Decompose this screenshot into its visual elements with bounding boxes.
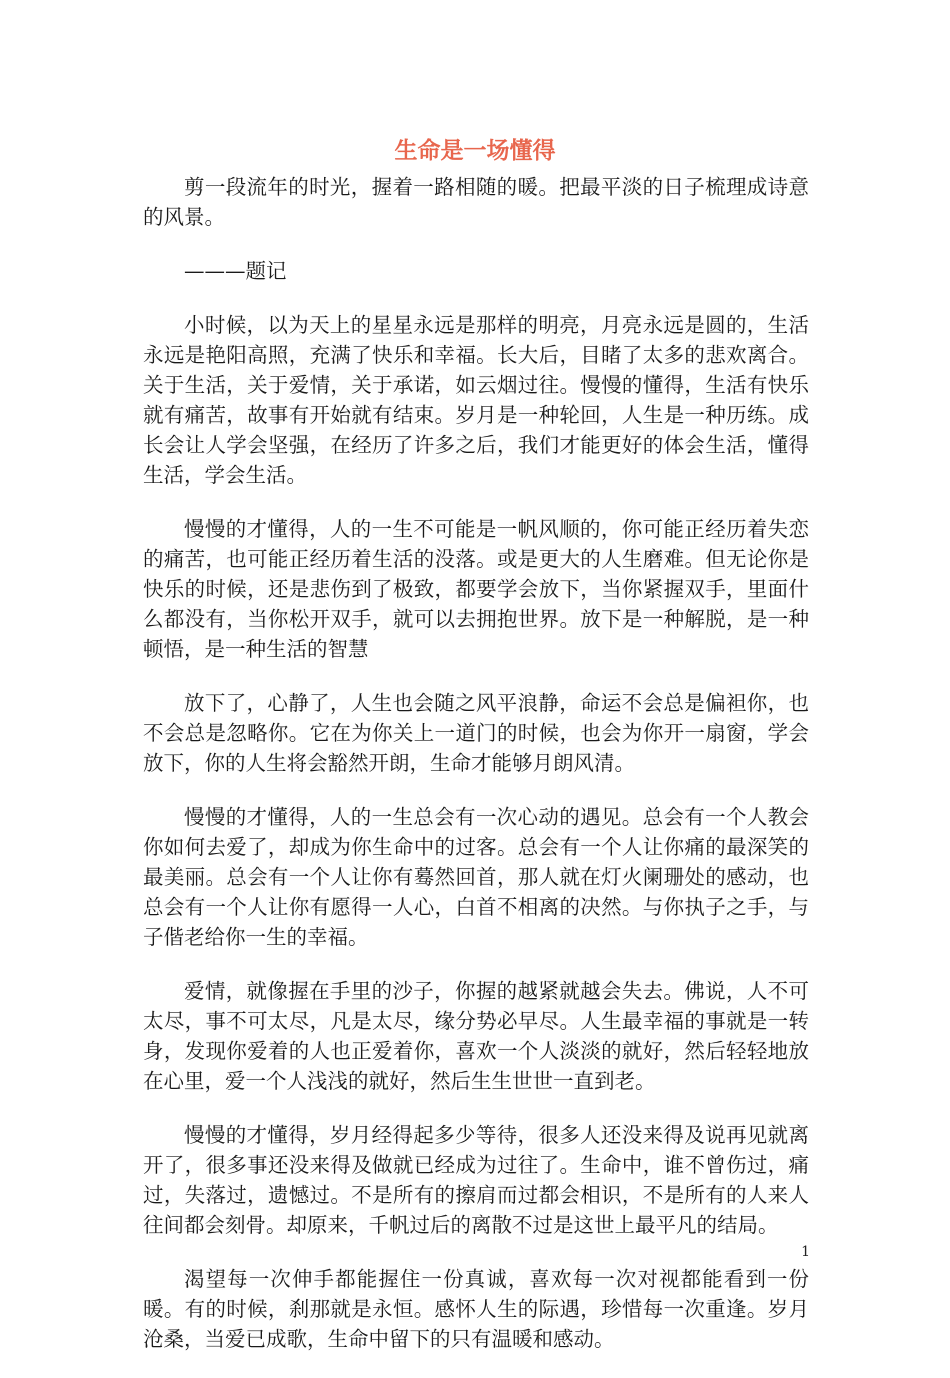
paragraph-epigraph-credit: ———题记	[184, 259, 287, 283]
paragraph-epigraph: 剪一段流年的时光，握着一路相随的暖。把最平淡的日子梳理成诗意的风景。	[143, 175, 809, 229]
page-number: 1	[801, 1244, 810, 1260]
paragraph: 慢慢的才懂得，岁月经得起多少等待，很多人还没来得及说再见就离开了，很多事还没来得及做就已经成为过往了。生命中，谁不曾伤过，痛过，失落过，遗憾过。不是所有的擦肩而过都会相识，不是所有的人来人往间都会刻骨。却原来，千帆过后的离散不过是这世上最平凡的结局。	[143, 1123, 809, 1237]
paragraph: 爱情，就像握在手里的沙子，你握的越紧就越会失去。佛说，人不可太尽，事不可太尽，凡是太尽，缘分势必早尽。人生最幸福的事就是一转身，发现你爱着的人也正爱着你，喜欢一个人淡淡的就好，然后轻轻地放在心里，爱一个人浅浅的就好，然后生生世世一直到老。	[143, 979, 809, 1093]
paragraph: 慢慢的才懂得，人的一生总会有一次心动的遇见。总会有一个人教会你如何去爱了，却成为你生命中的过客。总会有一个人让你痛的最深笑的最美丽。总会有一个人让你有蓦然回首，那人就在灯火阑珊处的感动，也总会有一个人让你有愿得一人心，白首不相离的决然。与你执子之手，与子偕老给你一生的幸福。	[143, 805, 809, 949]
paragraph: 慢慢的才懂得，人的一生不可能是一帆风顺的，你可能正经历着失恋的痛苦，也可能正经历着生活的没落。或是更大的人生磨难。但无论你是快乐的时候，还是悲伤到了极致，都要学会放下，当你紧握双手，里面什么都没有，当你松开双手，就可以去拥抱世界。放下是一种解脱，是一种顿悟，是一种生活的智慧	[143, 517, 809, 661]
document-title: 生命是一场懂得	[394, 138, 556, 164]
paragraph: 渴望每一次伸手都能握住一份真诚，喜欢每一次对视都能看到一份暖。有的时候，刹那就是永恒。感怀人生的际遇，珍惜每一次重逢。岁月沧桑，当爱已成歌，生命中留下的只有温暖和感动。	[143, 1267, 809, 1351]
document-body	[143, 172, 809, 1378]
paragraph: 放下了，心静了，人生也会随之风平浪静，命运不会总是偏袒你，也不会总是忽略你。它在为你关上一道门的时候，也会为你开一扇窗，学会放下，你的人生将会豁然开朗，生命才能够月朗风清。	[143, 691, 809, 775]
paragraph: 小时候，以为天上的星星永远是那样的明亮，月亮永远是圆的，生活永远是艳阳高照，充满了快乐和幸福。长大后，目睹了太多的悲欢离合。关于生活，关于爱情，关于承诺，如云烟过往。慢慢的懂得，生活有快乐就有痛苦，故事有开始就有结束。岁月是一种轮回，人生是一种历练。成长会让人学会坚强，在经历了许多之后，我们才能更好的体会生活，懂得生活，学会生活。	[143, 313, 809, 487]
